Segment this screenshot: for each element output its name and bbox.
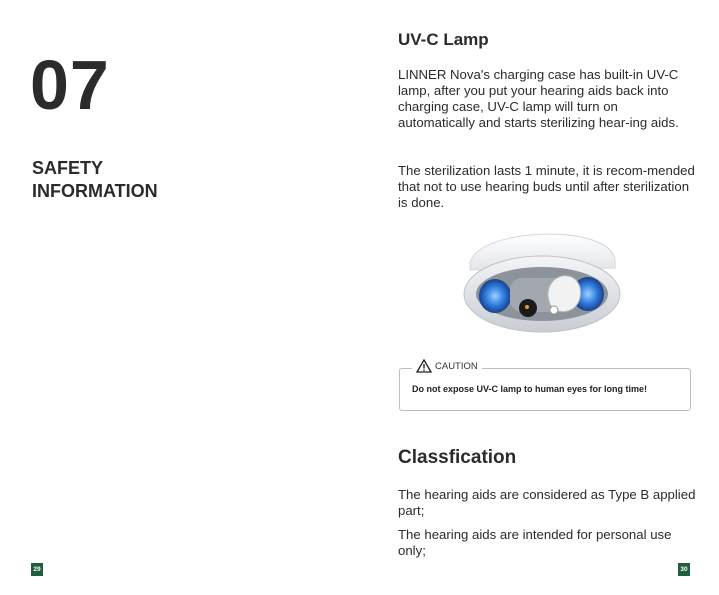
uvc-heading: UV-C Lamp xyxy=(398,30,489,49)
classification-paragraph-2: The hearing aids are intended for personal use only; xyxy=(398,527,672,558)
uvc-paragraph-2: The sterilization lasts 1 minute, it is recom-mended that not to use hearing buds until after sterilization is done. xyxy=(398,163,695,210)
chapter-title xyxy=(32,157,158,203)
charging-case-illustration xyxy=(460,222,625,334)
sensor-led xyxy=(525,305,529,309)
classification-paragraph-1: The hearing aids are considered as Type B applied part; xyxy=(398,487,696,518)
page-number-left: 29 xyxy=(31,563,43,576)
uvc-paragraph-1: LINNER Nova's charging case has built-in UV-C lamp, after you put your hearing aids back into charging case, UV-C lamp will turn on automatically and starts sterilizing hear-ing aids. xyxy=(398,67,679,130)
caution-label: CAUTION xyxy=(435,360,478,372)
page-number-right: 30 xyxy=(678,563,690,576)
caution-text: Do not expose UV-C lamp to human eyes for long time! xyxy=(412,384,648,394)
uv-glow-left xyxy=(479,279,511,313)
classification-heading: Classfication xyxy=(398,447,517,468)
bud-tip xyxy=(550,306,558,314)
chapter-title-line2: INFORMATION xyxy=(32,181,158,201)
chapter-number: 07 xyxy=(30,46,110,124)
warning-triangle-icon xyxy=(416,359,432,373)
chapter-title-line1: SAFETY xyxy=(32,158,104,178)
caution-header xyxy=(412,359,482,373)
